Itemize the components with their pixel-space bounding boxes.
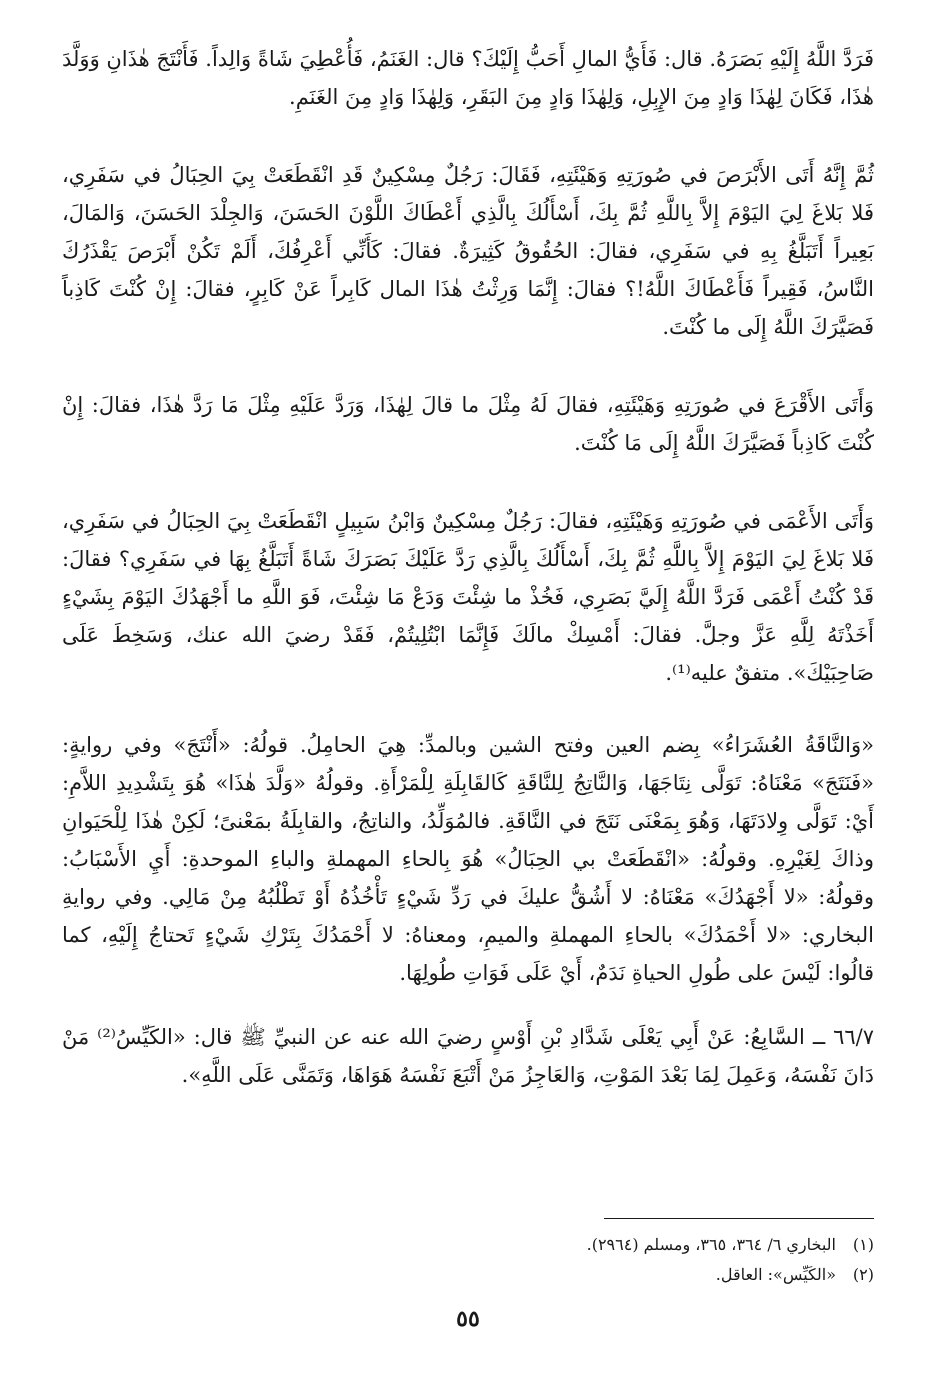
paragraph-1: فَرَدَّ اللَّهُ إِلَيْهِ بَصَرَهُ. قال: فَأَيُّ المالِ أَحَبُّ إِلَيْكَ؟ قال: الغَنَمُ، فَأُعْطِيَ شَاةً وَالِداً. فَأَنْتَجَ هٰذَانِ وَوَلَّدَ هٰذَا، فَكَانَ لِهٰذَا وَادٍ مِنَ الإِبِلِ، وَلِهٰذَا وَادٍ مِنَ البَقَرِ، وَلِهٰذَا وَادٍ مِنَ الغَنَمِ. [62, 47, 874, 109]
footnote-separator [604, 1218, 874, 1219]
footnote-text: «الكَيِّس»: العاقل. [715, 1265, 836, 1284]
footnote-1 [62, 1230, 874, 1260]
footnote-number: (١) [852, 1235, 874, 1254]
paragraph-4: وَأَتَى الأَعْمَى في صُورَتِهِ وَهَيْئَتِهِ، فقالَ: رَجُلٌ مِسْكِينٌ وَابْنُ سَبِيلٍ انْقَطَعَتْ بِيَ الحِبَالُ في سَفَرِي، فَلا بَلاغَ لِيَ اليَوْمَ إِلاَّ بِاللَّهِ ثُمَّ بِكَ، أَسْأَلُكَ بِالَّذِي رَدَّ عَلَيْكَ بَصَرَكَ شَاةً أَتَبَلَّغُ بِهَا في سَفَرِي؟ فقالَ: قَدْ كُنْتُ أَعْمَى فَرَدَّ اللَّهُ إِلَيَّ بَصَرِي، فَخُذْ ما شِئْتَ وَدَعْ مَا شِئْتَ، فَوَ اللَّهِ ما أَجْهَدُكَ اليَوْمَ بِشَيْءٍ أَخَذْتَهُ لِلَّهِ عَزَّ وجلَّ. فقالَ: أَمْسِكْ مالَكَ فَإِنَّمَا ابْتُلِيتُمْ، فَقَدْ رضيَ الله عنك، وَسَخِطَ عَلَى صَاحِبَيْكَ». متفقٌ عليه⁽¹⁾. [62, 509, 874, 685]
paragraph-6: ٦٦/٧ ــ السَّابِعُ: عَنْ أَبِي يَعْلَى شَدَّادِ بْنِ أَوْسٍ رضيَ الله عنه عن النبيِّ ﷺ قال: «الكَيِّسُ⁽²⁾ مَنْ دَانَ نَفْسَهُ، وَعَمِلَ لِمَا بَعْدَ المَوْتِ، وَالعَاجِزُ مَنْ أَتْبَعَ نَفْسَهُ هَوَاهَا، وَتَمَنَّى عَلَى اللَّهِ». [62, 1025, 874, 1087]
paragraph-5: «وَالنَّاقَةُ العُشَرَاءُ» بِضم العين وفتح الشين وبالمدِّ: هِيَ الحامِلُ. قولُهُ: «أَنْتَجَ» وفي روايةٍ: «فَنَتَجَ» مَعْنَاهُ: تَوَلَّى نِتَاجَهَا، وَالنَّاتِجُ لِلنَّاقَةِ كَالقَابِلَةِ لِلْمَرْأَةِ. وقولُهُ «وَلَّدَ هٰذَا» هُوَ بِتَشْدِيدِ اللاَّمِ: أَيْ: تَوَلَّى وِلادَتَهَا، وَهُوَ بِمَعْنَى نَتَجَ في النَّاقَةِ. فالمُوَلِّدُ، والناتِجُ، والقابِلَةُ بمَعْنىً؛ لَكِنْ هٰذَا لِلْحَيَوانِ وذاكَ لِغَيْرِهِ. وقولُهُ: «انْقَطَعَتْ بي الحِبَالُ» هُوَ بِالحاءِ المهملةِ والباءِ الموحدةِ: أَيِ الأَسْبَابُ: وقولُهُ: «لا أَجْهَدُكَ» مَعْنَاهُ: لا أَشُقُّ عليكَ في رَدِّ شَيْءٍ تَأْخُذُهُ أَوْ تَطْلُبُهُ مِنْ مَالِي. وفي روايةِ البخاري: «لا أَحْمَدُكَ» بالحاءِ المهملةِ والميمِ، ومعناهُ: لا أَحْمَدُكَ بِتَرْكِ شَيْءٍ تَحتاجُ إِلَيْهِ، كما قالُوا: لَيْسَ على طُولِ الحياةِ نَدَمٌ، أَيْ عَلَى فَوَاتِ طُولِهَا. [62, 733, 874, 985]
page-number: ٥٥ [456, 1306, 480, 1332]
footnote-2 [62, 1260, 874, 1290]
footnotes [62, 1230, 874, 1290]
footnote-text: البخاري ٦/ ٣٦٤، ٣٦٥، ومسلم (٢٩٦٤). [586, 1235, 836, 1254]
footnote-number: (٢) [852, 1265, 874, 1284]
page-body [62, 40, 874, 1094]
paragraph-2: ثُمَّ إِنَّهُ أَتَى الأَبْرَصَ في صُورَتِهِ وَهَيْئَتِهِ، فَقَالَ: رَجُلٌ مِسْكِينٌ قَدِ انْقَطَعَتْ بِيَ الحِبَالُ في سَفَرِي، فَلا بَلاغَ لِيَ اليَوْمَ إِلاَّ بِاللَّهِ ثُمَّ بِكَ، أَسْأَلُكَ بِالَّذِي أَعْطَاكَ اللَّوْنَ الحَسَنَ، وَالجِلْدَ الحَسَنَ، وَالمَالَ، بَعِيراً أَتَبَلَّغُ بِهِ في سَفَرِي، فقالَ: الحُقُوقُ كَثِيرَةٌ. فقالَ: كَأَنِّي أَعْرِفُكَ، أَلَمْ تَكُنْ أَبْرَصَ يَقْذَرُكَ النَّاسُ، فَقِيراً فَأَعْطَاكَ اللَّهُ!؟ فقالَ: إِنَّمَا وَرِثْتُ هٰذَا المال كَابِراً عَنْ كَابِرٍ، فقالَ: إِنْ كُنْتَ كَاذِباً فَصَيَّرَكَ اللَّهُ إِلَى ما كُنْتَ. [62, 163, 874, 339]
paragraph-3: وَأَتَى الأَقْرَعَ في صُورَتِهِ وَهَيْئَتِهِ، فقالَ لَهُ مِثْلَ ما قالَ لِهٰذَا، وَرَدَّ عَلَيْهِ مِثْلَ مَا رَدَّ هٰذَا، فقالَ: إِنْ كُنْتَ كَاذِباً فَصَيَّرَكَ اللَّهُ إِلَى مَا كُنْتَ. [62, 393, 874, 455]
